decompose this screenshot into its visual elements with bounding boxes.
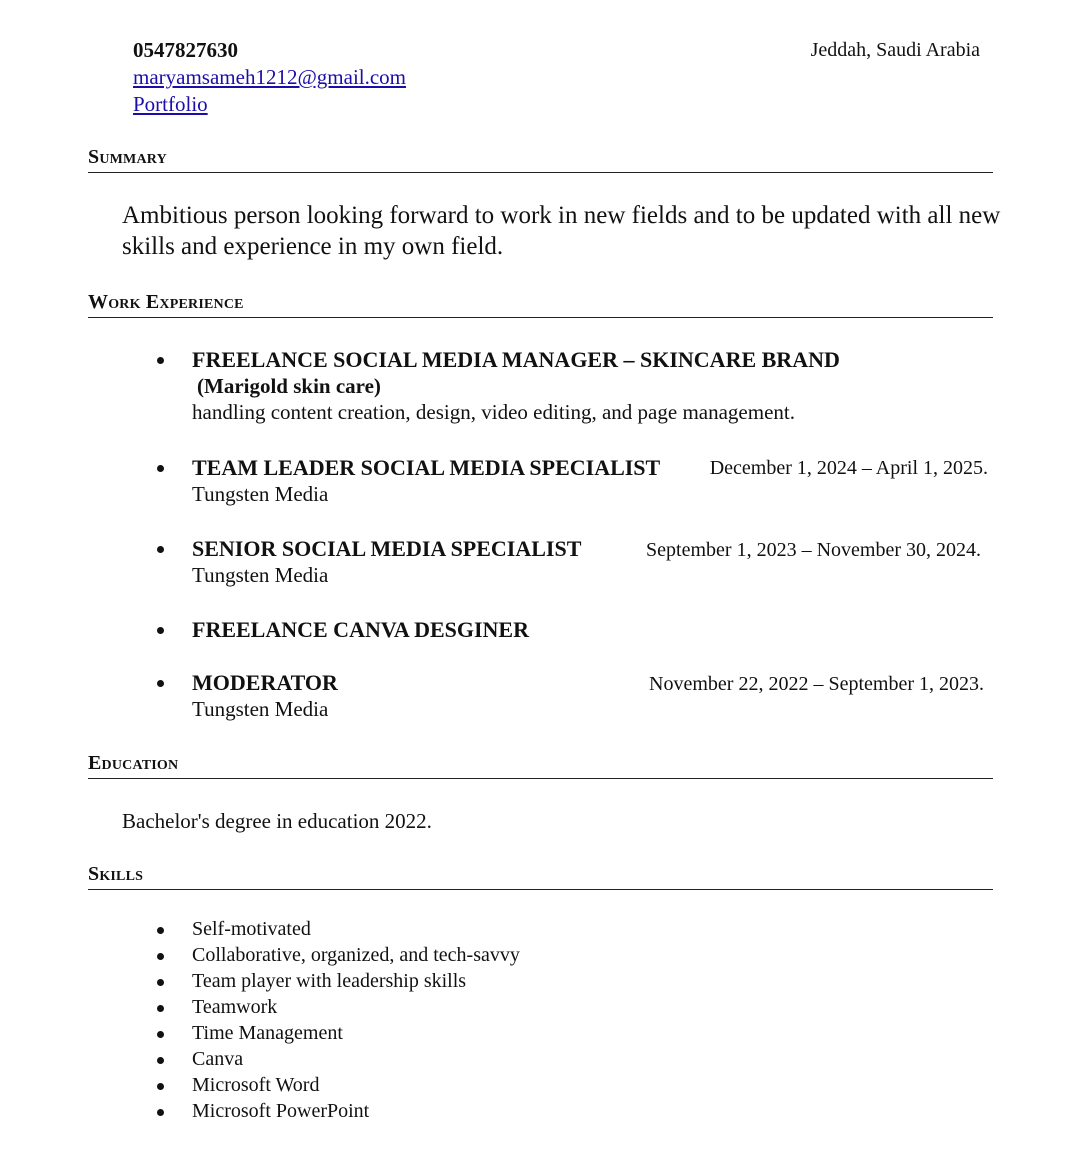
job-date: September 1, 2023 – November 30, 2024. [646, 539, 981, 561]
skill-bullet [157, 1057, 164, 1064]
skill-item: Microsoft PowerPoint [192, 1100, 370, 1122]
skill-item: Team player with leadership skills [192, 970, 467, 992]
summary-text: Ambitious person looking forward to work in new fields and to be updated with all new skills and experience in my own field. [122, 202, 1001, 260]
skill-bullet [157, 979, 164, 986]
skill-item: Collaborative, organized, and tech-savvy [192, 944, 520, 966]
job-title: FREELANCE CANVA DESGINER [192, 617, 529, 642]
education-heading: Education [88, 752, 179, 774]
job-bullet [157, 546, 164, 553]
job-bullet [157, 465, 164, 472]
job-company: Tungsten Media [192, 482, 329, 506]
skill-item: Self-motivated [192, 918, 311, 940]
skill-bullet [157, 1031, 164, 1038]
skill-bullet [157, 927, 164, 934]
job-date: December 1, 2024 – April 1, 2025. [709, 457, 988, 479]
job-bullet [157, 680, 164, 687]
work-experience-heading: Work Experience [88, 291, 244, 313]
skill-bullet [157, 1005, 164, 1012]
contact-location: Jeddah, Saudi Arabia [810, 39, 980, 61]
job-bullet [157, 627, 164, 634]
work-experience-divider [88, 317, 993, 318]
job-description: handling content creation, design, video editing, and page management. [192, 400, 795, 424]
job-bullet [157, 357, 164, 364]
education-divider [88, 778, 993, 779]
job-company: Tungsten Media [192, 697, 329, 721]
job-title: TEAM LEADER SOCIAL MEDIA SPECIALIST [192, 455, 661, 480]
skills-divider [88, 889, 993, 890]
portfolio-link[interactable]: Portfolio [133, 92, 208, 116]
skill-item: Microsoft Word [192, 1074, 320, 1096]
skill-item: Time Management [192, 1022, 343, 1044]
contact-email-link[interactable]: maryamsameh1212@gmail.com [133, 65, 407, 89]
job-title: MODERATOR [192, 670, 338, 695]
job-date: November 22, 2022 – September 1, 2023. [649, 673, 984, 695]
job-title: SENIOR SOCIAL MEDIA SPECIALIST [192, 536, 582, 561]
skills-heading: Skills [88, 863, 144, 885]
job-title: FREELANCE SOCIAL MEDIA MANAGER – SKINCARE BRAND [192, 347, 840, 372]
education-text: Bachelor's degree in education 2022. [122, 809, 432, 833]
skill-item: Canva [192, 1048, 244, 1070]
skill-bullet [157, 953, 164, 960]
summary-divider [88, 172, 993, 173]
skill-bullet [157, 1083, 164, 1090]
job-subtitle: (Marigold skin care) [197, 374, 381, 398]
job-company: Tungsten Media [192, 563, 329, 587]
skill-bullet [157, 1109, 164, 1116]
contact-phone: 0547827630 [133, 38, 238, 62]
summary-heading: Summary [88, 146, 167, 168]
skill-item: Teamwork [192, 996, 278, 1018]
